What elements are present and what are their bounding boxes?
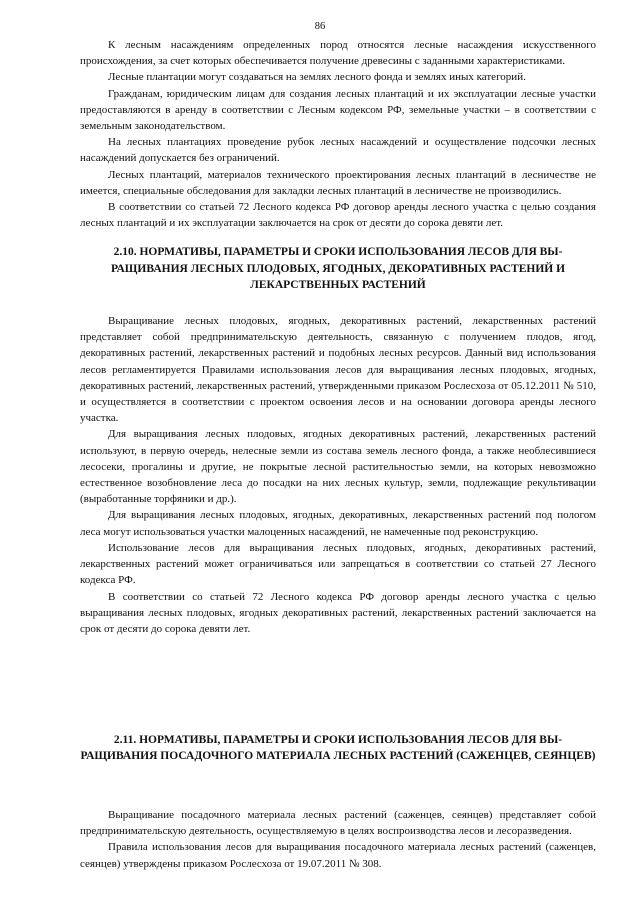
paragraph: Лесные плантации могут создаваться на землях лесного фонда и землях иных категорий.	[108, 71, 526, 84]
section-2-11-body	[80, 807, 596, 872]
paragraph: Выращивание посадочного материала лесных растений (саженцев, сеянцев) представляет собой предпринимательскую деятельность, осуществляемую в целях воспроизводства лесов и лесоразведения.	[80, 809, 596, 838]
page-number: 86	[314, 21, 326, 32]
paragraph: Для выращивания лесных плодовых, ягодных декоративных растений, лекарственных растений используют, в первую очередь, нелесные земли из состава земель лесного фонда, а также необлесившиеся лесосеки, прогалины и другие, не покрытые лесной растительностью земли, на которых невозможно естественное возобновление леса до посадки на них лесных культур, земли, подлежащие рекультивации (выработанные торфяники и др.).	[80, 428, 596, 506]
paragraph: К лесным насаждениям определенных пород относятся лесные насаждения искусственного происхождения, за счет которых обеспечивается получение древесины с заданными характеристиками.	[80, 39, 596, 68]
section-2-10-body	[80, 313, 596, 637]
paragraph: На лесных плантациях проведение рубок лесных насаждений и осуществление подсочки лесных насаждений допускается без ограничений.	[80, 136, 596, 165]
paragraph: Для выращивания лесных плодовых, ягодных, декоративных, лекарственных растений под пологом леса могут использоваться участки малоценных насаждений, не намеченные под реконструкцию.	[80, 509, 596, 538]
paragraph: Использование лесов для выращивания лесных плодовых, ягодных, декоративных растений, лекарственных растений может ограничиваться или запрещаться в соответствии со статьей 27 Лесного кодекса РФ.	[80, 541, 596, 587]
paragraph: Лесных плантаций, материалов технического проектирования лесных плантаций в лесничестве не имеется, специальные обследования для закладки лесных плантаций в лесничестве не производились.	[80, 168, 596, 197]
paragraph: Гражданам, юридическим лицам для создания лесных плантаций и их эксплуатации лесные участки предоставляются в аренду в соответствии с Лесным кодексом РФ, земельные участки – в соответствии с земельным законодательством.	[80, 87, 596, 133]
paragraph: В соответствии со статьей 72 Лесного кодекса РФ договор аренды лесного участка с целью выращивания лесных плодовых, ягодных декоративных растений, лекарственных растений заключается на срок от десяти до сорока девяти лет.	[80, 590, 596, 635]
paragraph: Правила использования лесов для выращивания посадочного материала лесных растений (саженцев, сеянцев) утверждены приказом Рослесхоза от 19.07.2011 № 308.	[80, 841, 596, 870]
section-lesnye-plantacii	[80, 37, 596, 231]
section-heading-2-10: 2.10. НОРМАТИВЫ, ПАРАМЕТРЫ И СРОКИ ИСПОЛЬЗОВАНИЯ ЛЕСОВ ДЛЯ ВЫРАЩИВАНИЯ ЛЕСНЫХ ПЛОДОВЫХ, ЯГОДНЫХ, ДЕКОРАТИВНЫХ РАСТЕНИЙ И ЛЕКАРСТВЕННЫХ РАСТЕНИЙ	[110, 246, 566, 291]
section-heading-2-11: 2.11. НОРМАТИВЫ, ПАРАМЕТРЫ И СРОКИ ИСПОЛЬЗОВАНИЯ ЛЕСОВ ДЛЯ ВЫРАЩИВАНИЯ ПОСАДОЧНОГО МАТЕРИАЛА ЛЕСНЫХ РАСТЕНИЙ (САЖЕНЦЕВ, СЕЯНЦЕВ)	[80, 734, 596, 763]
paragraph: Выращивание лесных плодовых, ягодных, декоративных растений, лекарственных растений представляет собой предпринимательскую деятельность, связанную с получением плодов, ягод, декоративных растений, лекарственных растений и подобных лесных ресурсов. Данный вид использования лесов регламентируется Правилами использования лесов для выращивания лесных плодовых, ягодных, декоративных растений, лекарственных растений, утвержденными приказом Рослесхоза от 05.12.2011 № 510, и осуществляется в соответствии с проектом освоения лесов и на основании договора аренды лесного участка.	[80, 315, 596, 425]
page-content	[80, 37, 596, 870]
paragraph: В соответствии со статьей 72 Лесного кодекса РФ договор аренды лесного участка с целью создания лесных плантаций и их эксплуатации заключается на срок от десяти до сорока девяти лет.	[80, 201, 596, 230]
